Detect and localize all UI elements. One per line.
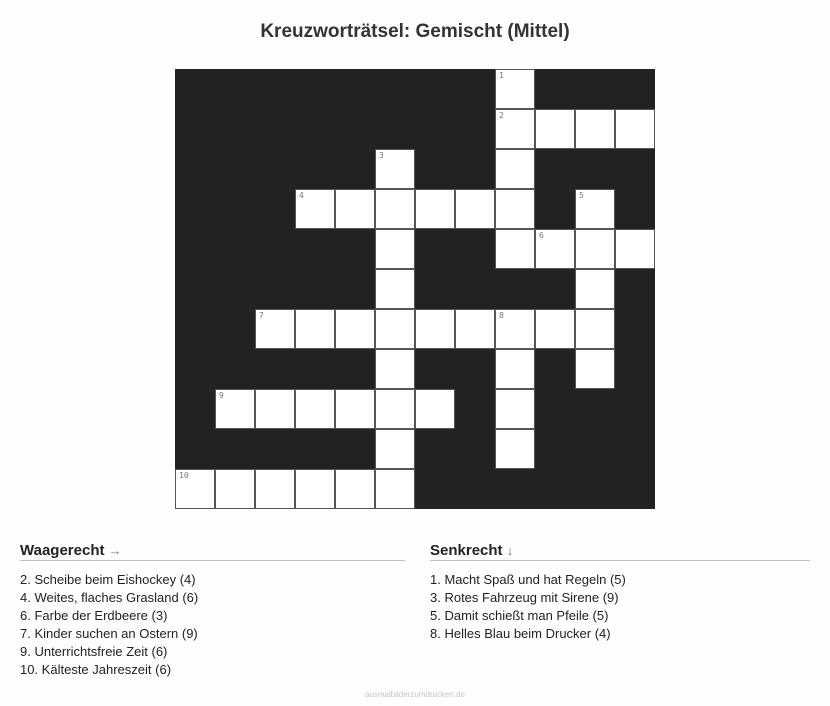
clue-item: 8. Helles Blau beim Drucker (4) bbox=[430, 626, 611, 641]
crossword-cell[interactable] bbox=[615, 109, 655, 149]
crossword-cell[interactable] bbox=[415, 389, 455, 429]
cell-number: 9 bbox=[219, 391, 224, 400]
cell-number: 3 bbox=[379, 151, 384, 160]
crossword-cell[interactable] bbox=[375, 309, 415, 349]
cell-number: 5 bbox=[579, 191, 584, 200]
cell-number: 8 bbox=[499, 311, 504, 320]
crossword-cell[interactable] bbox=[495, 429, 535, 469]
crossword-cell[interactable] bbox=[535, 309, 575, 349]
right-arrow-icon: → bbox=[108, 543, 122, 558]
crossword-cell[interactable] bbox=[575, 309, 615, 349]
crossword-cell[interactable] bbox=[495, 389, 535, 429]
clue-item: 6. Farbe der Erdbeere (3) bbox=[20, 608, 168, 623]
crossword-cell[interactable] bbox=[215, 389, 255, 429]
crossword-cell[interactable] bbox=[495, 229, 535, 269]
down-heading-label: Senkrecht bbox=[430, 542, 503, 559]
crossword-cell[interactable] bbox=[335, 389, 375, 429]
crossword-cell[interactable] bbox=[415, 309, 455, 349]
crossword-cell[interactable] bbox=[495, 69, 535, 109]
crossword-cell[interactable] bbox=[455, 309, 495, 349]
cell-number: 2 bbox=[499, 111, 504, 120]
crossword-cell[interactable] bbox=[575, 349, 615, 389]
crossword-cell[interactable] bbox=[255, 469, 295, 509]
across-clues-list bbox=[20, 571, 405, 679]
across-heading-label: Waagerecht bbox=[20, 542, 105, 559]
crossword-cell[interactable] bbox=[535, 229, 575, 269]
crossword-cell[interactable] bbox=[375, 229, 415, 269]
clue-item: 5. Damit schießt man Pfeile (5) bbox=[430, 608, 609, 623]
crossword-cell[interactable] bbox=[335, 309, 375, 349]
crossword-cell[interactable] bbox=[575, 269, 615, 309]
crossword-cell[interactable] bbox=[375, 469, 415, 509]
crossword-cell[interactable] bbox=[575, 109, 615, 149]
crossword-cell[interactable] bbox=[495, 109, 535, 149]
across-heading bbox=[20, 542, 405, 561]
page-title: Kreuzworträtsel: Gemischt (Mittel) bbox=[260, 21, 570, 42]
clue-item: 4. Weites, flaches Grasland (6) bbox=[20, 590, 199, 605]
down-clues-section bbox=[430, 542, 810, 643]
crossword-cell[interactable] bbox=[495, 149, 535, 189]
crossword-cell[interactable] bbox=[615, 229, 655, 269]
crossword-cell[interactable] bbox=[255, 309, 295, 349]
clue-item: 1. Macht Spaß und hat Regeln (5) bbox=[430, 572, 626, 587]
crossword-cell[interactable] bbox=[215, 469, 255, 509]
crossword-cell[interactable] bbox=[335, 189, 375, 229]
cell-number: 7 bbox=[259, 311, 264, 320]
crossword-cell[interactable] bbox=[295, 389, 335, 429]
crossword-cell[interactable] bbox=[575, 229, 615, 269]
crossword-cell[interactable] bbox=[455, 189, 495, 229]
crossword-cell[interactable] bbox=[495, 189, 535, 229]
crossword-cell[interactable] bbox=[295, 309, 335, 349]
crossword-cell[interactable] bbox=[175, 469, 215, 509]
crossword-cell[interactable] bbox=[535, 109, 575, 149]
down-heading bbox=[430, 542, 810, 561]
clue-item: 10. Kälteste Jahreszeit (6) bbox=[20, 662, 172, 677]
crossword-cell[interactable] bbox=[415, 189, 455, 229]
crossword-cell[interactable] bbox=[575, 189, 615, 229]
crossword-cell[interactable] bbox=[375, 389, 415, 429]
crossword-cell[interactable] bbox=[375, 149, 415, 189]
clue-item: 2. Scheibe beim Eishockey (4) bbox=[20, 572, 196, 587]
cell-number: 1 bbox=[499, 71, 504, 80]
crossword-cell[interactable] bbox=[295, 469, 335, 509]
cell-number: 6 bbox=[539, 231, 544, 240]
crossword-cell[interactable] bbox=[495, 309, 535, 349]
down-arrow-icon: ↓ bbox=[506, 543, 514, 558]
clue-item: 7. Kinder suchen an Ostern (9) bbox=[20, 626, 198, 641]
crossword-cell[interactable] bbox=[375, 349, 415, 389]
clue-item: 9. Unterrichtsfreie Zeit (6) bbox=[20, 644, 168, 659]
cell-number: 4 bbox=[299, 191, 304, 200]
crossword-cell[interactable] bbox=[255, 389, 295, 429]
cell-number: 10 bbox=[179, 471, 189, 480]
crossword-cell[interactable] bbox=[335, 469, 375, 509]
crossword-cell[interactable] bbox=[375, 269, 415, 309]
footer-watermark: ausmalbilderzumdrucken.de bbox=[364, 690, 466, 699]
crossword-cell[interactable] bbox=[375, 189, 415, 229]
down-clues-list bbox=[430, 571, 810, 643]
across-clues-section bbox=[20, 542, 405, 679]
crossword-grid bbox=[175, 69, 655, 509]
crossword-cell[interactable] bbox=[495, 349, 535, 389]
clue-item: 3. Rotes Fahrzeug mit Sirene (9) bbox=[430, 590, 619, 605]
crossword-cell[interactable] bbox=[375, 429, 415, 469]
crossword-cell[interactable] bbox=[295, 189, 335, 229]
